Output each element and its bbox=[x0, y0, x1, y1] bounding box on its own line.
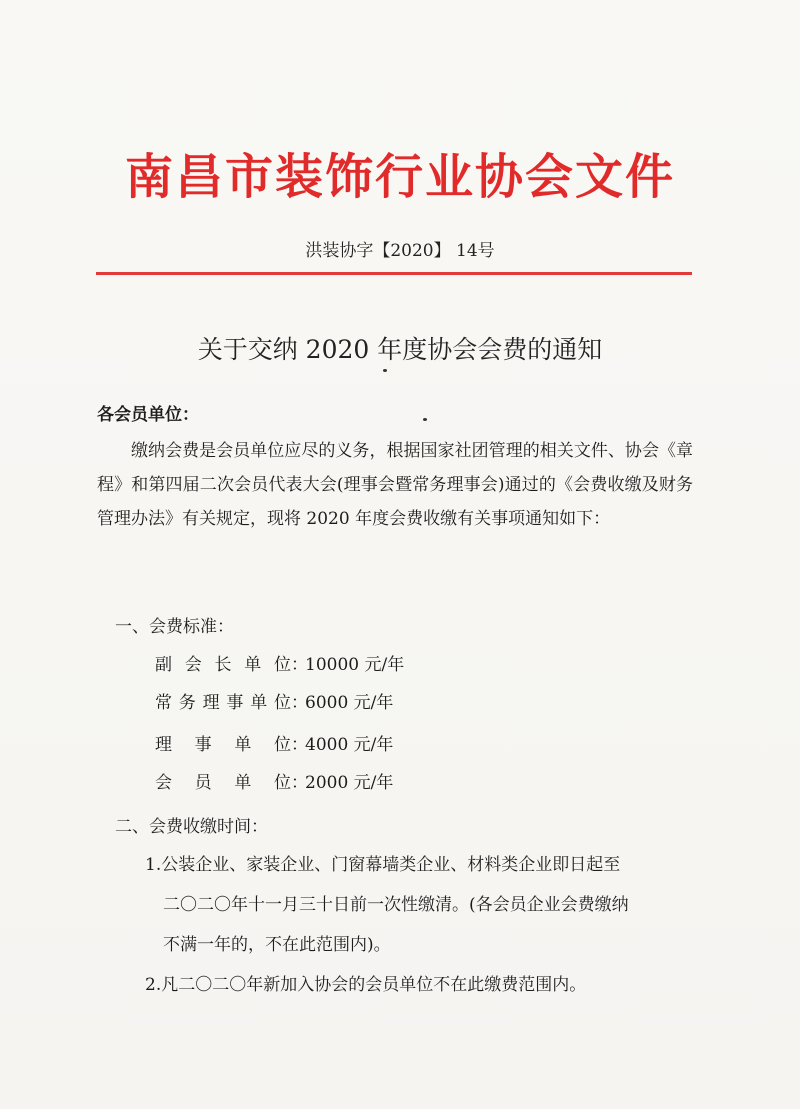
speck-mark bbox=[383, 369, 387, 372]
fee-row: 常务理事单位：6000 元/年 bbox=[155, 688, 393, 713]
fee-label: 理事单位 bbox=[155, 735, 291, 755]
fee-row: 副会长单位：10000 元/年 bbox=[155, 650, 404, 675]
payment-item-2: 2.凡二〇二〇年新加入协会的会员单位不在此缴费范围内。 bbox=[145, 975, 587, 995]
salutation: 各会员单位： bbox=[97, 405, 199, 425]
fee-label: 会员单位 bbox=[155, 773, 291, 793]
intro-text: 缴纳会费是会员单位应尽的义务，根据国家社团管理的相关文件、协会《章程》和第四届二次会员代表大会(理事会暨常务理事会)通过的《会费收缴及财务管理办法》有关规定，现将 2020 年度会费收缴有关事项通知如下： bbox=[97, 441, 693, 529]
fee-label: 常务理事单位 bbox=[155, 693, 291, 713]
payment-item-1-line-2: 二〇二〇年十一月三十日前一次性缴清。(各会员企业会费缴纳 bbox=[163, 895, 629, 915]
notice-title: 关于交纳 2020 年度协会会费的通知 bbox=[197, 335, 603, 364]
fee-value: 6000 元/年 bbox=[305, 693, 394, 713]
fee-label: 副会长单位 bbox=[155, 655, 291, 675]
fee-standard-heading: 一、会费标准： bbox=[115, 617, 234, 637]
fee-value: 2000 元/年 bbox=[305, 773, 394, 793]
intro-paragraph bbox=[97, 434, 693, 536]
fee-value: 10000 元/年 bbox=[305, 655, 405, 675]
payment-item-1-line-1: 1.公装企业、家装企业、门窗幕墙类企业、材料类企业即日起至 bbox=[145, 855, 621, 875]
issuer-header-title: 南昌市装饰行业协会文件 bbox=[124, 149, 675, 205]
document-number: 洪装协字【2020】 14号 bbox=[305, 241, 495, 261]
payment-item-1-line-3: 不满一年的，不在此范围内)。 bbox=[163, 935, 391, 955]
speck-mark-2 bbox=[423, 418, 427, 421]
payment-time-heading: 二、会费收缴时间： bbox=[115, 817, 268, 837]
red-divider-rule bbox=[96, 272, 692, 275]
fee-value: 4000 元/年 bbox=[305, 735, 394, 755]
fee-row: 理事单位：4000 元/年 bbox=[155, 730, 393, 755]
fee-row: 会员单位：2000 元/年 bbox=[155, 768, 393, 793]
